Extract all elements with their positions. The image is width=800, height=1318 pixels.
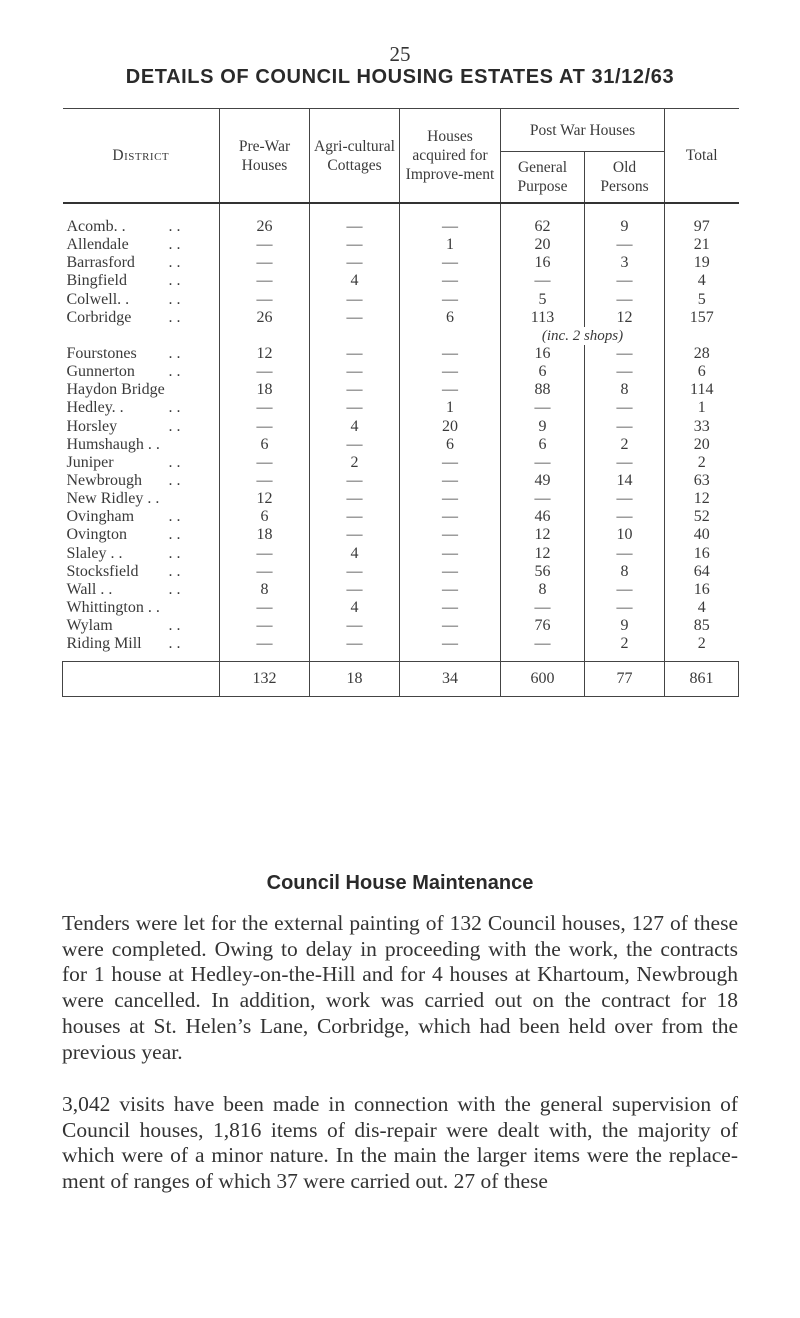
cell-pre-war: — bbox=[220, 472, 310, 490]
cell-total: 114 bbox=[665, 381, 739, 399]
cell-acquired: — bbox=[400, 545, 501, 563]
table-title: DETAILS OF COUNCIL HOUSING ESTATES AT 31/12/63 bbox=[125, 66, 675, 88]
cell-old: 8 bbox=[585, 381, 665, 399]
cell-general: 88 bbox=[501, 381, 585, 399]
totals-row bbox=[63, 662, 739, 697]
table-row bbox=[63, 581, 739, 599]
cell-general: 6 bbox=[501, 363, 585, 381]
cell-acquired: — bbox=[400, 345, 501, 363]
paragraph-painting: Tenders were let for the external painting of 132 Council houses, 127 of these were completed. Owing to delay in proceeding with the work, the contracts for 1 house at Hedley-on-the-Hill and for 4 houses at Khartoum, Newbrough were cancelled. In addition, work was carried out on the contract for 18 houses at St. Helen’s Lane, Corbridge, which had been held over from the previous year. bbox=[62, 911, 738, 1064]
cell-old: — bbox=[585, 490, 665, 508]
district-name: Allendale . . bbox=[66, 236, 181, 254]
page-number: 25 bbox=[389, 42, 411, 66]
district-name: Slaley . . . . bbox=[66, 544, 181, 562]
cell-total: 64 bbox=[665, 563, 739, 581]
district-name: Gunnerton . . bbox=[66, 363, 181, 381]
cell-general: 113 bbox=[501, 309, 585, 327]
cell-old: — bbox=[585, 545, 665, 563]
cell-old: — bbox=[585, 599, 665, 617]
total-acquired: 34 bbox=[400, 662, 501, 697]
cell-total: 16 bbox=[665, 545, 739, 563]
cell-old: 3 bbox=[585, 254, 665, 272]
cell-acquired: 1 bbox=[400, 236, 501, 254]
cell-acquired: — bbox=[400, 291, 501, 309]
corbridge-note: (inc. 2 shops) bbox=[501, 327, 665, 345]
district-name: Newbrough . . bbox=[66, 471, 181, 490]
cell-total: 21 bbox=[665, 236, 739, 254]
cell-agri: — bbox=[310, 526, 400, 544]
cell-agri: — bbox=[310, 436, 400, 454]
district-name: Ovingham . . bbox=[66, 508, 181, 526]
cell-pre-war: 18 bbox=[220, 526, 310, 544]
cell-total: 4 bbox=[665, 272, 739, 290]
cell-agri: — bbox=[310, 363, 400, 381]
cell-acquired: — bbox=[400, 635, 501, 653]
cell-general: 5 bbox=[501, 291, 585, 309]
table-row bbox=[63, 399, 739, 417]
cell-general: — bbox=[501, 454, 585, 472]
total-old: 77 bbox=[585, 662, 665, 697]
table-row bbox=[63, 599, 739, 617]
cell-pre-war: — bbox=[220, 399, 310, 417]
cell-old: — bbox=[585, 345, 665, 363]
total-general: 600 bbox=[501, 662, 585, 697]
header-old-persons: Old Persons bbox=[585, 152, 665, 204]
cell-agri: 4 bbox=[310, 545, 400, 563]
cell-acquired: — bbox=[400, 363, 501, 381]
cell-general: — bbox=[501, 599, 585, 617]
table-row bbox=[63, 254, 739, 272]
table-row-note bbox=[63, 327, 739, 345]
cell-pre-war: — bbox=[220, 635, 310, 653]
table-row bbox=[63, 345, 739, 363]
district-name: Haydon Bridge bbox=[66, 381, 165, 399]
cell-old: — bbox=[585, 454, 665, 472]
cell-agri: — bbox=[310, 472, 400, 490]
cell-general: 9 bbox=[501, 418, 585, 436]
cell-old: 10 bbox=[585, 526, 665, 544]
cell-general: 12 bbox=[501, 545, 585, 563]
cell-general: 16 bbox=[501, 254, 585, 272]
district-name: Stocksfield . . bbox=[66, 562, 181, 580]
cell-agri: 4 bbox=[310, 599, 400, 617]
cell-general: — bbox=[501, 635, 585, 653]
cell-pre-war: — bbox=[220, 254, 310, 272]
district-name: Corbridge . . bbox=[66, 308, 181, 326]
cell-agri: 4 bbox=[310, 272, 400, 290]
cell-old: 14 bbox=[585, 472, 665, 490]
cell-total: 63 bbox=[665, 472, 739, 490]
cell-acquired: — bbox=[400, 454, 501, 472]
cell-total: 12 bbox=[665, 490, 739, 508]
cell-agri: — bbox=[310, 381, 400, 399]
cell-acquired: — bbox=[400, 272, 501, 290]
cell-agri: — bbox=[310, 236, 400, 254]
district-name: Bingfield . . bbox=[66, 272, 181, 290]
cell-general: 20 bbox=[501, 236, 585, 254]
cell-acquired: — bbox=[400, 599, 501, 617]
cell-general: 12 bbox=[501, 526, 585, 544]
cell-agri: — bbox=[310, 490, 400, 508]
district-name: Wylam . . bbox=[66, 617, 181, 635]
table-row bbox=[63, 472, 739, 490]
cell-total: 6 bbox=[665, 363, 739, 381]
cell-total: 4 bbox=[665, 599, 739, 617]
district-name: Humshaugh . . bbox=[66, 435, 160, 453]
housing-estates-table bbox=[62, 108, 739, 697]
table-row bbox=[63, 363, 739, 381]
cell-pre-war: — bbox=[220, 291, 310, 309]
cell-total: 40 bbox=[665, 526, 739, 544]
header-general-purpose: General Purpose bbox=[501, 152, 585, 204]
cell-total: 20 bbox=[665, 436, 739, 454]
cell-pre-war: — bbox=[220, 563, 310, 581]
cell-total: 33 bbox=[665, 418, 739, 436]
table-row bbox=[63, 236, 739, 254]
cell-general: 76 bbox=[501, 617, 585, 635]
cell-pre-war: — bbox=[220, 545, 310, 563]
cell-agri: — bbox=[310, 254, 400, 272]
totals-label bbox=[63, 662, 220, 697]
total-agri: 18 bbox=[310, 662, 400, 697]
table-row bbox=[63, 436, 739, 454]
cell-total: 5 bbox=[665, 291, 739, 309]
cell-general: 6 bbox=[501, 436, 585, 454]
cell-general: 56 bbox=[501, 563, 585, 581]
header-agricultural: Agri-cultural Cottages bbox=[310, 109, 400, 204]
cell-old: 2 bbox=[585, 635, 665, 653]
cell-acquired: — bbox=[400, 617, 501, 635]
cell-general: 49 bbox=[501, 472, 585, 490]
cell-pre-war: — bbox=[220, 418, 310, 436]
table-row bbox=[63, 381, 739, 399]
cell-old: 9 bbox=[585, 617, 665, 635]
cell-pre-war: 26 bbox=[220, 309, 310, 327]
table-row bbox=[63, 203, 739, 236]
cell-old: 9 bbox=[585, 203, 665, 236]
cell-acquired: — bbox=[400, 381, 501, 399]
cell-total: 28 bbox=[665, 345, 739, 363]
cell-old: — bbox=[585, 272, 665, 290]
cell-acquired: 1 bbox=[400, 399, 501, 417]
cell-acquired: 20 bbox=[400, 418, 501, 436]
cell-agri: — bbox=[310, 635, 400, 653]
cell-agri: 4 bbox=[310, 418, 400, 436]
cell-old: — bbox=[585, 418, 665, 436]
header-district: District bbox=[63, 109, 220, 204]
cell-pre-war: — bbox=[220, 272, 310, 290]
cell-old: — bbox=[585, 508, 665, 526]
cell-general: 8 bbox=[501, 581, 585, 599]
cell-pre-war: 18 bbox=[220, 381, 310, 399]
cell-total: 97 bbox=[665, 203, 739, 236]
cell-pre-war: 26 bbox=[220, 203, 310, 236]
table-row bbox=[63, 563, 739, 581]
cell-agri: 2 bbox=[310, 454, 400, 472]
cell-old: — bbox=[585, 399, 665, 417]
cell-pre-war: 6 bbox=[220, 436, 310, 454]
district-name: Whittington . . bbox=[66, 599, 160, 617]
cell-pre-war: — bbox=[220, 236, 310, 254]
cell-pre-war: — bbox=[220, 454, 310, 472]
table-row bbox=[63, 508, 739, 526]
header-total: Total bbox=[665, 109, 739, 204]
total-pre-war: 132 bbox=[220, 662, 310, 697]
cell-pre-war: — bbox=[220, 363, 310, 381]
district-name: Wall . . . . bbox=[66, 580, 181, 598]
cell-total: 2 bbox=[665, 454, 739, 472]
table-row bbox=[63, 635, 739, 653]
cell-old: — bbox=[585, 291, 665, 309]
cell-general: — bbox=[501, 272, 585, 290]
table-row bbox=[63, 418, 739, 436]
cell-acquired: — bbox=[400, 526, 501, 544]
cell-acquired: 6 bbox=[400, 436, 501, 454]
header-post-war: Post War Houses bbox=[501, 109, 665, 152]
cell-old: — bbox=[585, 363, 665, 381]
district-name: Colwell. . . . bbox=[66, 290, 181, 308]
district-name: Horsley . . bbox=[66, 417, 181, 435]
cell-general: 62 bbox=[501, 203, 585, 236]
district-name: Acomb. . . . bbox=[66, 218, 181, 236]
district-name: Ovington . . bbox=[66, 526, 181, 544]
cell-pre-war: — bbox=[220, 617, 310, 635]
cell-acquired: — bbox=[400, 508, 501, 526]
total-total: 861 bbox=[665, 662, 739, 697]
cell-acquired: — bbox=[400, 254, 501, 272]
cell-acquired: — bbox=[400, 581, 501, 599]
cell-total: 16 bbox=[665, 581, 739, 599]
table-row bbox=[63, 291, 739, 309]
table-row bbox=[63, 272, 739, 290]
header-pre-war: Pre-War Houses bbox=[220, 109, 310, 204]
district-name: Hedley. . . . bbox=[66, 399, 181, 417]
cell-acquired: 6 bbox=[400, 309, 501, 327]
cell-agri: — bbox=[310, 309, 400, 327]
cell-general: — bbox=[501, 399, 585, 417]
district-name: New Ridley . . bbox=[66, 490, 160, 508]
cell-agri: — bbox=[310, 399, 400, 417]
cell-agri: — bbox=[310, 345, 400, 363]
section-title: Council House Maintenance bbox=[266, 872, 534, 894]
cell-acquired: — bbox=[400, 203, 501, 236]
table-row bbox=[63, 454, 739, 472]
cell-pre-war: — bbox=[220, 599, 310, 617]
cell-pre-war: 6 bbox=[220, 508, 310, 526]
table-row bbox=[63, 545, 739, 563]
district-name: Riding Mill . . bbox=[66, 635, 181, 653]
table-row bbox=[63, 490, 739, 508]
cell-agri: — bbox=[310, 617, 400, 635]
district-name: Fourstones . . bbox=[66, 344, 181, 363]
table-row bbox=[63, 309, 739, 327]
cell-total: 85 bbox=[665, 617, 739, 635]
cell-pre-war: 12 bbox=[220, 345, 310, 363]
district-name: Barrasford . . bbox=[66, 254, 181, 272]
cell-total: 52 bbox=[665, 508, 739, 526]
cell-agri: — bbox=[310, 291, 400, 309]
cell-total: 1 bbox=[665, 399, 739, 417]
cell-general: 16 bbox=[501, 345, 585, 363]
cell-agri: — bbox=[310, 563, 400, 581]
cell-old: 12 bbox=[585, 309, 665, 327]
cell-total: 19 bbox=[665, 254, 739, 272]
cell-acquired: — bbox=[400, 490, 501, 508]
cell-total: 157 bbox=[665, 309, 739, 327]
cell-total: 2 bbox=[665, 635, 739, 653]
cell-agri: — bbox=[310, 581, 400, 599]
cell-acquired: — bbox=[400, 472, 501, 490]
cell-general: — bbox=[501, 490, 585, 508]
table-row bbox=[63, 526, 739, 544]
cell-general: 46 bbox=[501, 508, 585, 526]
cell-agri: — bbox=[310, 203, 400, 236]
cell-agri: — bbox=[310, 508, 400, 526]
header-acquired: Houses acquired for Improve-ment bbox=[400, 109, 501, 204]
cell-pre-war: 12 bbox=[220, 490, 310, 508]
cell-old: 2 bbox=[585, 436, 665, 454]
paragraph-visits: 3,042 visits have been made in connection with the general supervision of Council houses, 1,816 items of dis-repair were dealt with, the majority of which were of a minor nature. In the main the larger items were the replace-ment of ranges of which 37 were carried out. 27 of these bbox=[62, 1092, 738, 1194]
cell-pre-war: 8 bbox=[220, 581, 310, 599]
table-row bbox=[63, 617, 739, 635]
district-name: Juniper . . bbox=[66, 453, 181, 471]
cell-acquired: — bbox=[400, 563, 501, 581]
cell-old: 8 bbox=[585, 563, 665, 581]
cell-old: — bbox=[585, 236, 665, 254]
cell-old: — bbox=[585, 581, 665, 599]
